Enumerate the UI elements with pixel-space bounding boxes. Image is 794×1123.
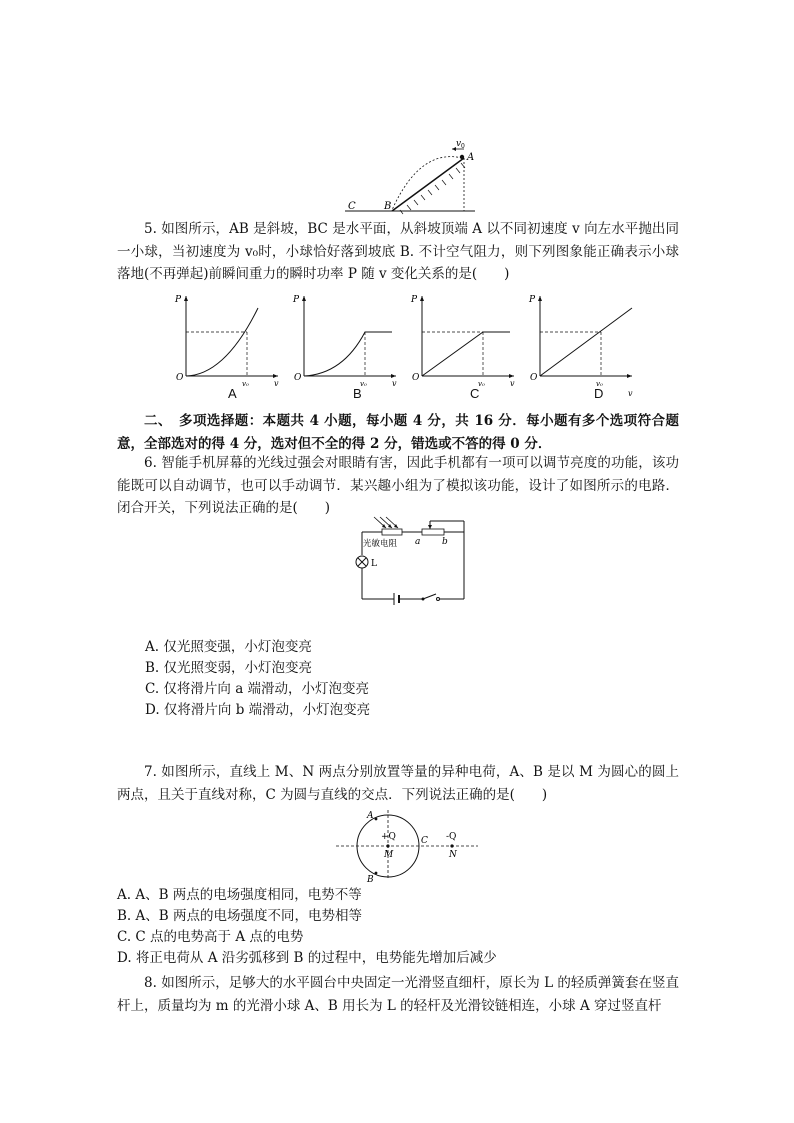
charge-figure — [334, 808, 482, 885]
section2-text: 二、 多项选择题：本题共 4 小题，每小题 4 分，共 16 分．每小题有多个选项符合题意，全部选对的得 4 分，选对但不全的得 2 分，错选或不答的得 0 分． — [117, 413, 679, 452]
q6-text: 6. 智能手机屏幕的光线过强会对眼睛有害，因此手机都有一项可以调节亮度的功能，该功能既可以自动调节，也可以手动调节．某兴趣小组为了模拟该功能，设计了如图所示的电路．闭合开关，下列说法正确的是( ) — [117, 455, 679, 516]
slider-end-a: a — [415, 537, 421, 547]
point-a: A — [367, 811, 374, 821]
q6-choice-a: A. 仅光照变强，小灯泡变亮 — [145, 639, 312, 655]
graph-c — [406, 290, 518, 388]
graph-c-x: v — [510, 379, 515, 388]
graph-b-y: P — [293, 295, 300, 305]
graph-b — [288, 290, 400, 388]
label-b: B — [384, 201, 392, 212]
label-v-sub: 0 — [461, 143, 465, 150]
graph-d — [524, 290, 636, 398]
graph-a — [170, 290, 282, 388]
q7-choice-a: A. A、B 两点的电场强度相同，电势不等 — [117, 887, 362, 903]
label-a: A — [467, 152, 475, 163]
graph-c-o: O — [412, 373, 420, 383]
q8-text: 8. 如图所示，足够大的水平圆台中央固定一光滑竖直细杆，原长为 L 的轻质弹簧套在竖直杆上，质量均为 m 的光滑小球 A、B 用长为 L 的轻杆及光滑铰链相连，小球 A 穿过竖直杆 — [117, 975, 679, 1014]
graph-c-y: P — [411, 295, 418, 305]
graph-d-tick: v₀ — [596, 380, 603, 388]
graph-b-tick: v₀ — [360, 380, 367, 388]
graph-b-x: v — [392, 379, 397, 388]
graph-d-x: v — [628, 389, 633, 398]
slider-end-b: b — [442, 537, 448, 547]
plus-q-label: +Q — [381, 832, 396, 842]
point-n: N — [449, 850, 457, 860]
label-c: C — [348, 201, 356, 212]
graph-d-label: D — [594, 386, 604, 401]
incline-figure — [340, 138, 480, 214]
photoresistor-label: 光敏电阻 — [363, 539, 398, 549]
lamp-label: L — [371, 559, 377, 569]
q7-choice-b: B. A、B 两点的电场强度不同，电势相等 — [117, 908, 362, 924]
q7-choice-d: D. 将正电荷从 A 沿劣弧移到 B 的过程中，电势能先增加后减少 — [117, 950, 497, 966]
graph-b-o: O — [294, 373, 302, 383]
graph-a-label: A — [228, 386, 237, 401]
point-m: M — [384, 850, 394, 860]
point-c: C — [421, 836, 428, 846]
graph-a-tick: v₀ — [242, 380, 249, 388]
q6-choice-b: B. 仅光照变弱，小灯泡变亮 — [145, 660, 313, 676]
graph-a-y: P — [175, 295, 182, 305]
circuit-figure — [352, 515, 472, 607]
minus-q-label: -Q — [446, 832, 457, 842]
graph-d-o: O — [530, 373, 538, 383]
q5-text: 5. 如图所示，AB 是斜坡，BC 是水平面，从斜坡顶端 A 以不同初速度 v 向左水平抛出同一小球，当初速度为 v₀时，小球恰好落到坡底 B. 不计空气阻力，则下列图象能正确表示小球落地(不再弹起)前瞬间重力的瞬时功率 P 随 v 变化关系的是( ) — [117, 221, 679, 282]
q7-choice-c: C. C 点的电势高于 A 点的电势 — [117, 929, 304, 945]
graph-a-o: O — [176, 373, 184, 383]
label-v: v — [456, 139, 462, 149]
q6-choice-c: C. 仅将滑片向 a 端滑动，小灯泡变亮 — [145, 681, 370, 697]
graph-b-label: B — [353, 386, 362, 401]
q7-text: 7. 如图所示，直线上 M、N 两点分别放置等量的异种电荷，A、B 是以 M 为圆心的圆上两点，且关于直线对称，C 为圆与直线的交点．下列说法正确的是( ) — [117, 764, 679, 803]
point-b: B — [367, 875, 374, 885]
graph-c-label: C — [470, 386, 480, 401]
graph-a-x: v — [274, 379, 279, 388]
graph-c-tick: v₀ — [478, 380, 485, 388]
graph-d-y: P — [529, 295, 536, 305]
q6-choice-d: D. 仅将滑片向 b 端滑动，小灯泡变亮 — [145, 702, 371, 718]
